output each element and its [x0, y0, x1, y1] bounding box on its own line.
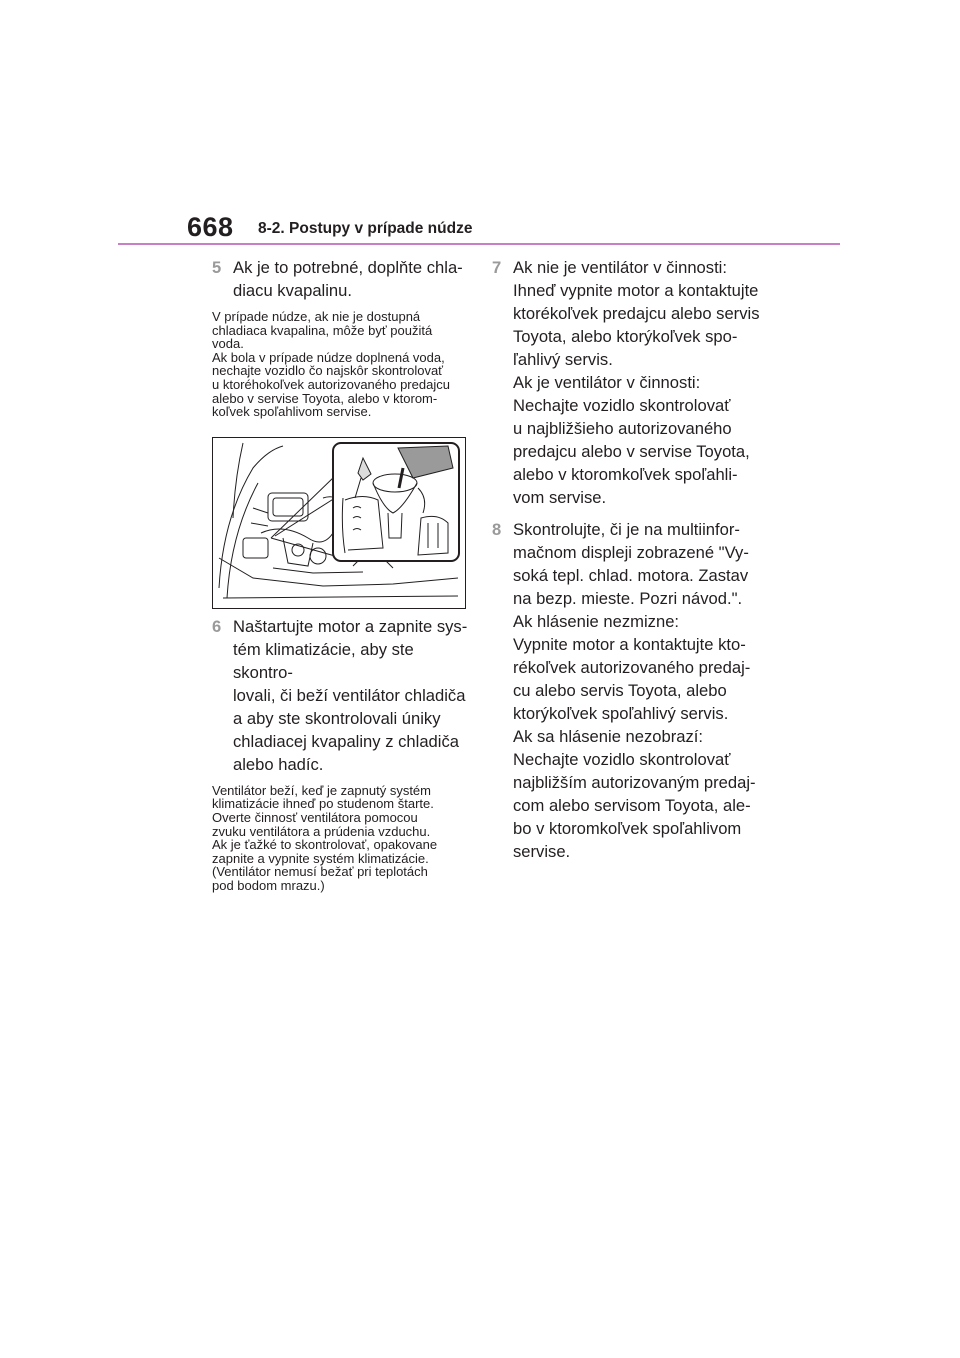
step-text-line: Ak nie je ventilátor v činnosti:: [513, 258, 727, 277]
step-text-line: Nechajte vozidlo skontrolovať: [513, 750, 731, 769]
step-number: 8: [492, 520, 502, 539]
left-column: [212, 256, 470, 893]
step-text-line: Ak je to potrebné, doplňte chla-: [233, 258, 463, 277]
header-divider: [118, 243, 840, 245]
step-text-line: Ak hlásenie nezmizne:: [513, 612, 680, 631]
note-5: [212, 310, 470, 419]
note-line: voda.: [212, 336, 244, 352]
step-text-line: Toyota, alebo ktorýkoľvek spo-: [513, 327, 738, 346]
step-text-line: Ihneď vypnite motor a kontaktujte: [513, 281, 759, 300]
note-line: alebo v servise Toyota, alebo v ktorom-: [212, 390, 438, 406]
right-column: [492, 256, 762, 863]
step-text-line: predajcu alebo v servise Toyota,: [513, 442, 750, 461]
step-text-line: Ak sa hlásenie nezobrazí:: [513, 727, 704, 746]
step-5: [212, 256, 470, 302]
step-text-line: u najbližšieho autorizovaného: [513, 419, 732, 438]
note-line: pod bodom mrazu.): [212, 877, 325, 893]
step-6: [212, 615, 470, 776]
engine-coolant-illustration: [212, 437, 466, 609]
step-text-line: rékoľvek autorizovaného predaj-: [513, 658, 751, 677]
note-line: zvuku ventilátora a prúdenia vzduchu.: [212, 823, 431, 839]
note-line: (Ventilátor nemusí bežať pri teplotách: [212, 864, 428, 880]
step-text-line: chladiacej kvapaliny z chladiča: [233, 731, 459, 751]
step-text-line: diacu kvapalinu.: [233, 281, 353, 300]
step-text-line: vom servise.: [513, 488, 607, 507]
note-line: u ktoréhokoľvek autorizovaného predajcu: [212, 376, 450, 392]
step-text-line: na bezp. mieste. Pozri návod.".: [513, 589, 743, 608]
step-text-line: a aby ste skontrolovali úniky: [233, 708, 441, 728]
note-line: V prípade núdze, ak nie je dostupná: [212, 309, 421, 324]
note-line: koľvek spoľahlivom servise.: [212, 404, 372, 420]
step-text-line: Skontrolujte, či je na multiinfor-: [513, 520, 740, 539]
note-line: Ventilátor beží, keď je zapnutý systém: [212, 782, 431, 798]
step-text-line: com alebo servisom Toyota, ale-: [513, 796, 751, 815]
step-text-line: soká tepl. chlad. motora. Zastav: [513, 566, 749, 585]
step-7: [492, 256, 762, 509]
step-text-line: alebo hadíc.: [233, 754, 324, 774]
step-text-line: servise.: [513, 842, 571, 861]
step-number: 5: [212, 258, 222, 277]
note-6: [212, 784, 470, 893]
note-line: Ak je ťažké to skontrolovať, opakovane: [212, 837, 438, 853]
step-text-line: ktorýkoľvek spoľahlivý servis.: [513, 704, 729, 723]
note-line: chladiaca kvapalina, môže byť použitá: [212, 322, 433, 338]
page-number: 668: [187, 212, 234, 242]
note-line: Overte činnosť ventilátora pomocou: [212, 809, 418, 825]
step-text-line: alebo v ktoromkoľvek spoľahli-: [513, 465, 738, 484]
step-text-line: ktorékoľvek predajcu alebo servis: [513, 304, 760, 323]
step-text-line: bo v ktoromkoľvek spoľahlivom: [513, 819, 742, 838]
step-text-line: ľahlivý servis.: [513, 350, 613, 369]
step-8: [492, 518, 762, 863]
step-text-line: Ak je ventilátor v činnosti:: [513, 373, 701, 392]
note-line: nechajte vozidlo čo najskôr skontrolovať: [212, 363, 444, 379]
step-text-line: lovali, či beží ventilátor chladiča: [233, 685, 466, 705]
step-text-line: Vypnite motor a kontaktujte kto-: [513, 635, 746, 654]
step-text-line: Naštartujte motor a zapnite sys-: [233, 616, 468, 636]
step-number: 6: [212, 616, 222, 636]
step-number: 7: [492, 258, 502, 277]
note-line: zapnite a vypnite systém klimatizácie.: [212, 850, 429, 866]
note-line: Ak bola v prípade núdze doplnená voda,: [212, 349, 445, 365]
note-line: klimatizácie ihneď po studenom štarte.: [212, 796, 434, 812]
step-text-line: najbližším autorizovaným predaj-: [513, 773, 756, 792]
step-text-line: tém klimatizácie, aby ste skontro-: [233, 639, 414, 682]
section-title: 8-2. Postupy v prípade núdze: [258, 220, 473, 237]
step-text-line: cu alebo servis Toyota, alebo: [513, 681, 727, 700]
step-text-line: Nechajte vozidlo skontrolovať: [513, 396, 731, 415]
step-text-line: mačnom displeji zobrazené "Vy-: [513, 543, 749, 562]
